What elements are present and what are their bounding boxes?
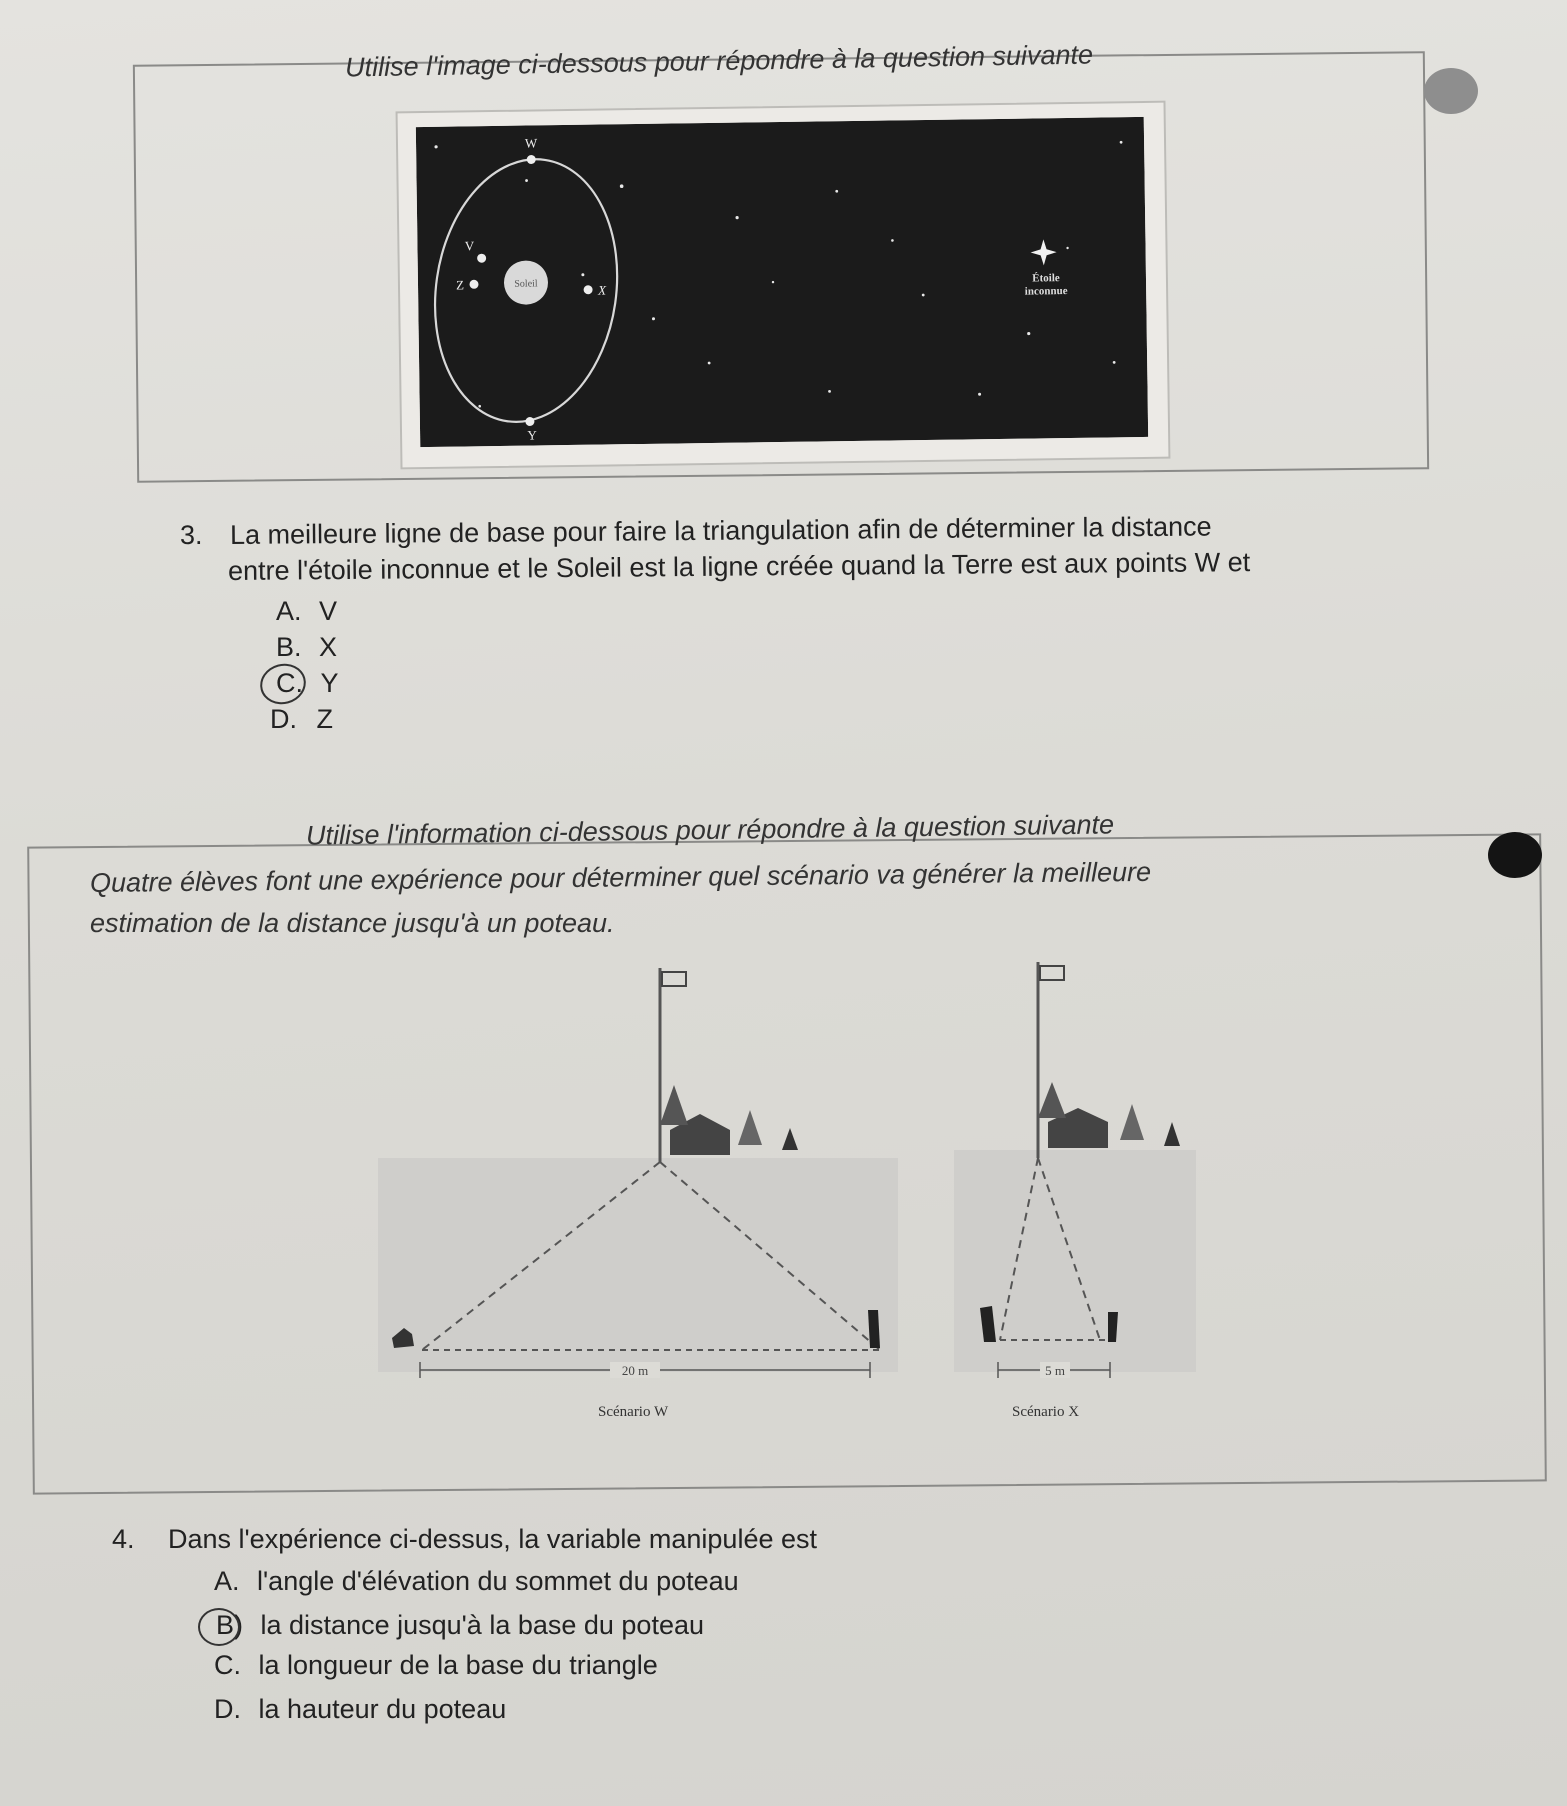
point-v-label: V: [464, 238, 475, 254]
tree-icon-2: [1120, 1104, 1144, 1140]
q3-option-b-text: X: [319, 632, 338, 662]
point-y-label: Y: [527, 427, 537, 443]
scenario-x-distance: 5 m: [1045, 1363, 1065, 1378]
q4-number: 4.: [112, 1524, 135, 1554]
q4-option-c-letter: C.: [214, 1650, 241, 1680]
q4-stem: Dans l'expérience ci-dessus, la variable manipulée est: [168, 1524, 817, 1554]
tree-icon-1: [660, 1085, 688, 1125]
tree-icon-3: [1164, 1122, 1180, 1146]
q3-option-d-letter: D.: [270, 704, 297, 734]
star-field-diagram: [416, 117, 1148, 447]
q4-option-a[interactable]: [214, 1566, 739, 1597]
q3-option-b-letter: B.: [276, 632, 302, 662]
scenario-w-diagram: [370, 950, 910, 1380]
q3-text-line2: entre l'étoile inconnue et le Soleil est la ligne créée quand la Terre est aux points W et: [227, 547, 1251, 586]
scenario-x-diagram: [950, 950, 1200, 1380]
q4-option-a-text: l'angle d'élévation du sommet du poteau: [257, 1566, 739, 1596]
punch-hole-top: [1424, 68, 1478, 114]
section1-intro: Utilise l'image ci-dessous pour répondre à la question suivante: [344, 39, 1094, 83]
q3-option-d-text: Z: [316, 704, 334, 734]
sun-label: Soleil: [514, 278, 538, 290]
point-z-label: Z: [455, 277, 465, 293]
pole-flag: [1040, 966, 1064, 980]
q3-number: 3.: [180, 520, 203, 550]
tree-icon-3: [782, 1128, 798, 1150]
unknown-star-label-2: inconnue: [1024, 285, 1068, 298]
punch-hole-middle: [1488, 832, 1542, 878]
scenario-w-distance: 20 m: [621, 1363, 649, 1378]
q3-option-a-letter: A.: [276, 596, 302, 626]
q4-option-d[interactable]: [214, 1694, 506, 1725]
tree-icon-2: [738, 1110, 762, 1145]
q4-option-c[interactable]: [214, 1650, 658, 1681]
q3-option-d[interactable]: [270, 704, 333, 735]
q3-option-c-text: Y: [320, 668, 339, 698]
q4-option-b-text: la distance jusqu'à la base du poteau: [260, 1610, 704, 1640]
q4-option-d-letter: D.: [214, 1694, 241, 1724]
point-x-label: X: [598, 282, 607, 298]
pole-flag: [662, 972, 686, 986]
tree-icon-1: [1038, 1082, 1066, 1118]
q4-option-b-letter: B): [216, 1610, 243, 1640]
unknown-star-label-1: Étoile: [1032, 272, 1060, 285]
q4-option-b[interactable]: [216, 1610, 704, 1641]
scenario-w-caption: Scénario W: [598, 1404, 669, 1420]
section2-intro: Utilise l'information ci-dessous pour répondre à la question suivante: [305, 809, 1115, 851]
q4-answer-circle: [198, 1608, 240, 1646]
scenario-x-caption: Scénario X: [1012, 1404, 1080, 1420]
q3-option-a-text: V: [319, 596, 338, 626]
student-icon-right: [868, 1310, 880, 1348]
q3-option-a[interactable]: [276, 596, 337, 627]
q4-option-d-text: la hauteur du poteau: [258, 1694, 507, 1724]
q3-option-c-letter: C.: [276, 668, 303, 698]
q3-text-line1: La meilleure ligne de base pour faire la triangulation afin de déterminer la distance: [229, 511, 1212, 550]
scenario-description-line1: Quatre élèves font une expérience pour déterminer quel scénario va générer la meilleure: [89, 856, 1152, 898]
scenario-description-line2: estimation de la distance jusqu'à un poteau.: [90, 908, 615, 938]
q4-option-a-letter: A.: [214, 1566, 240, 1596]
point-w-label: W: [524, 135, 538, 151]
q3-option-b[interactable]: [276, 632, 337, 663]
q4-option-c-text: la longueur de la base du triangle: [258, 1650, 658, 1680]
